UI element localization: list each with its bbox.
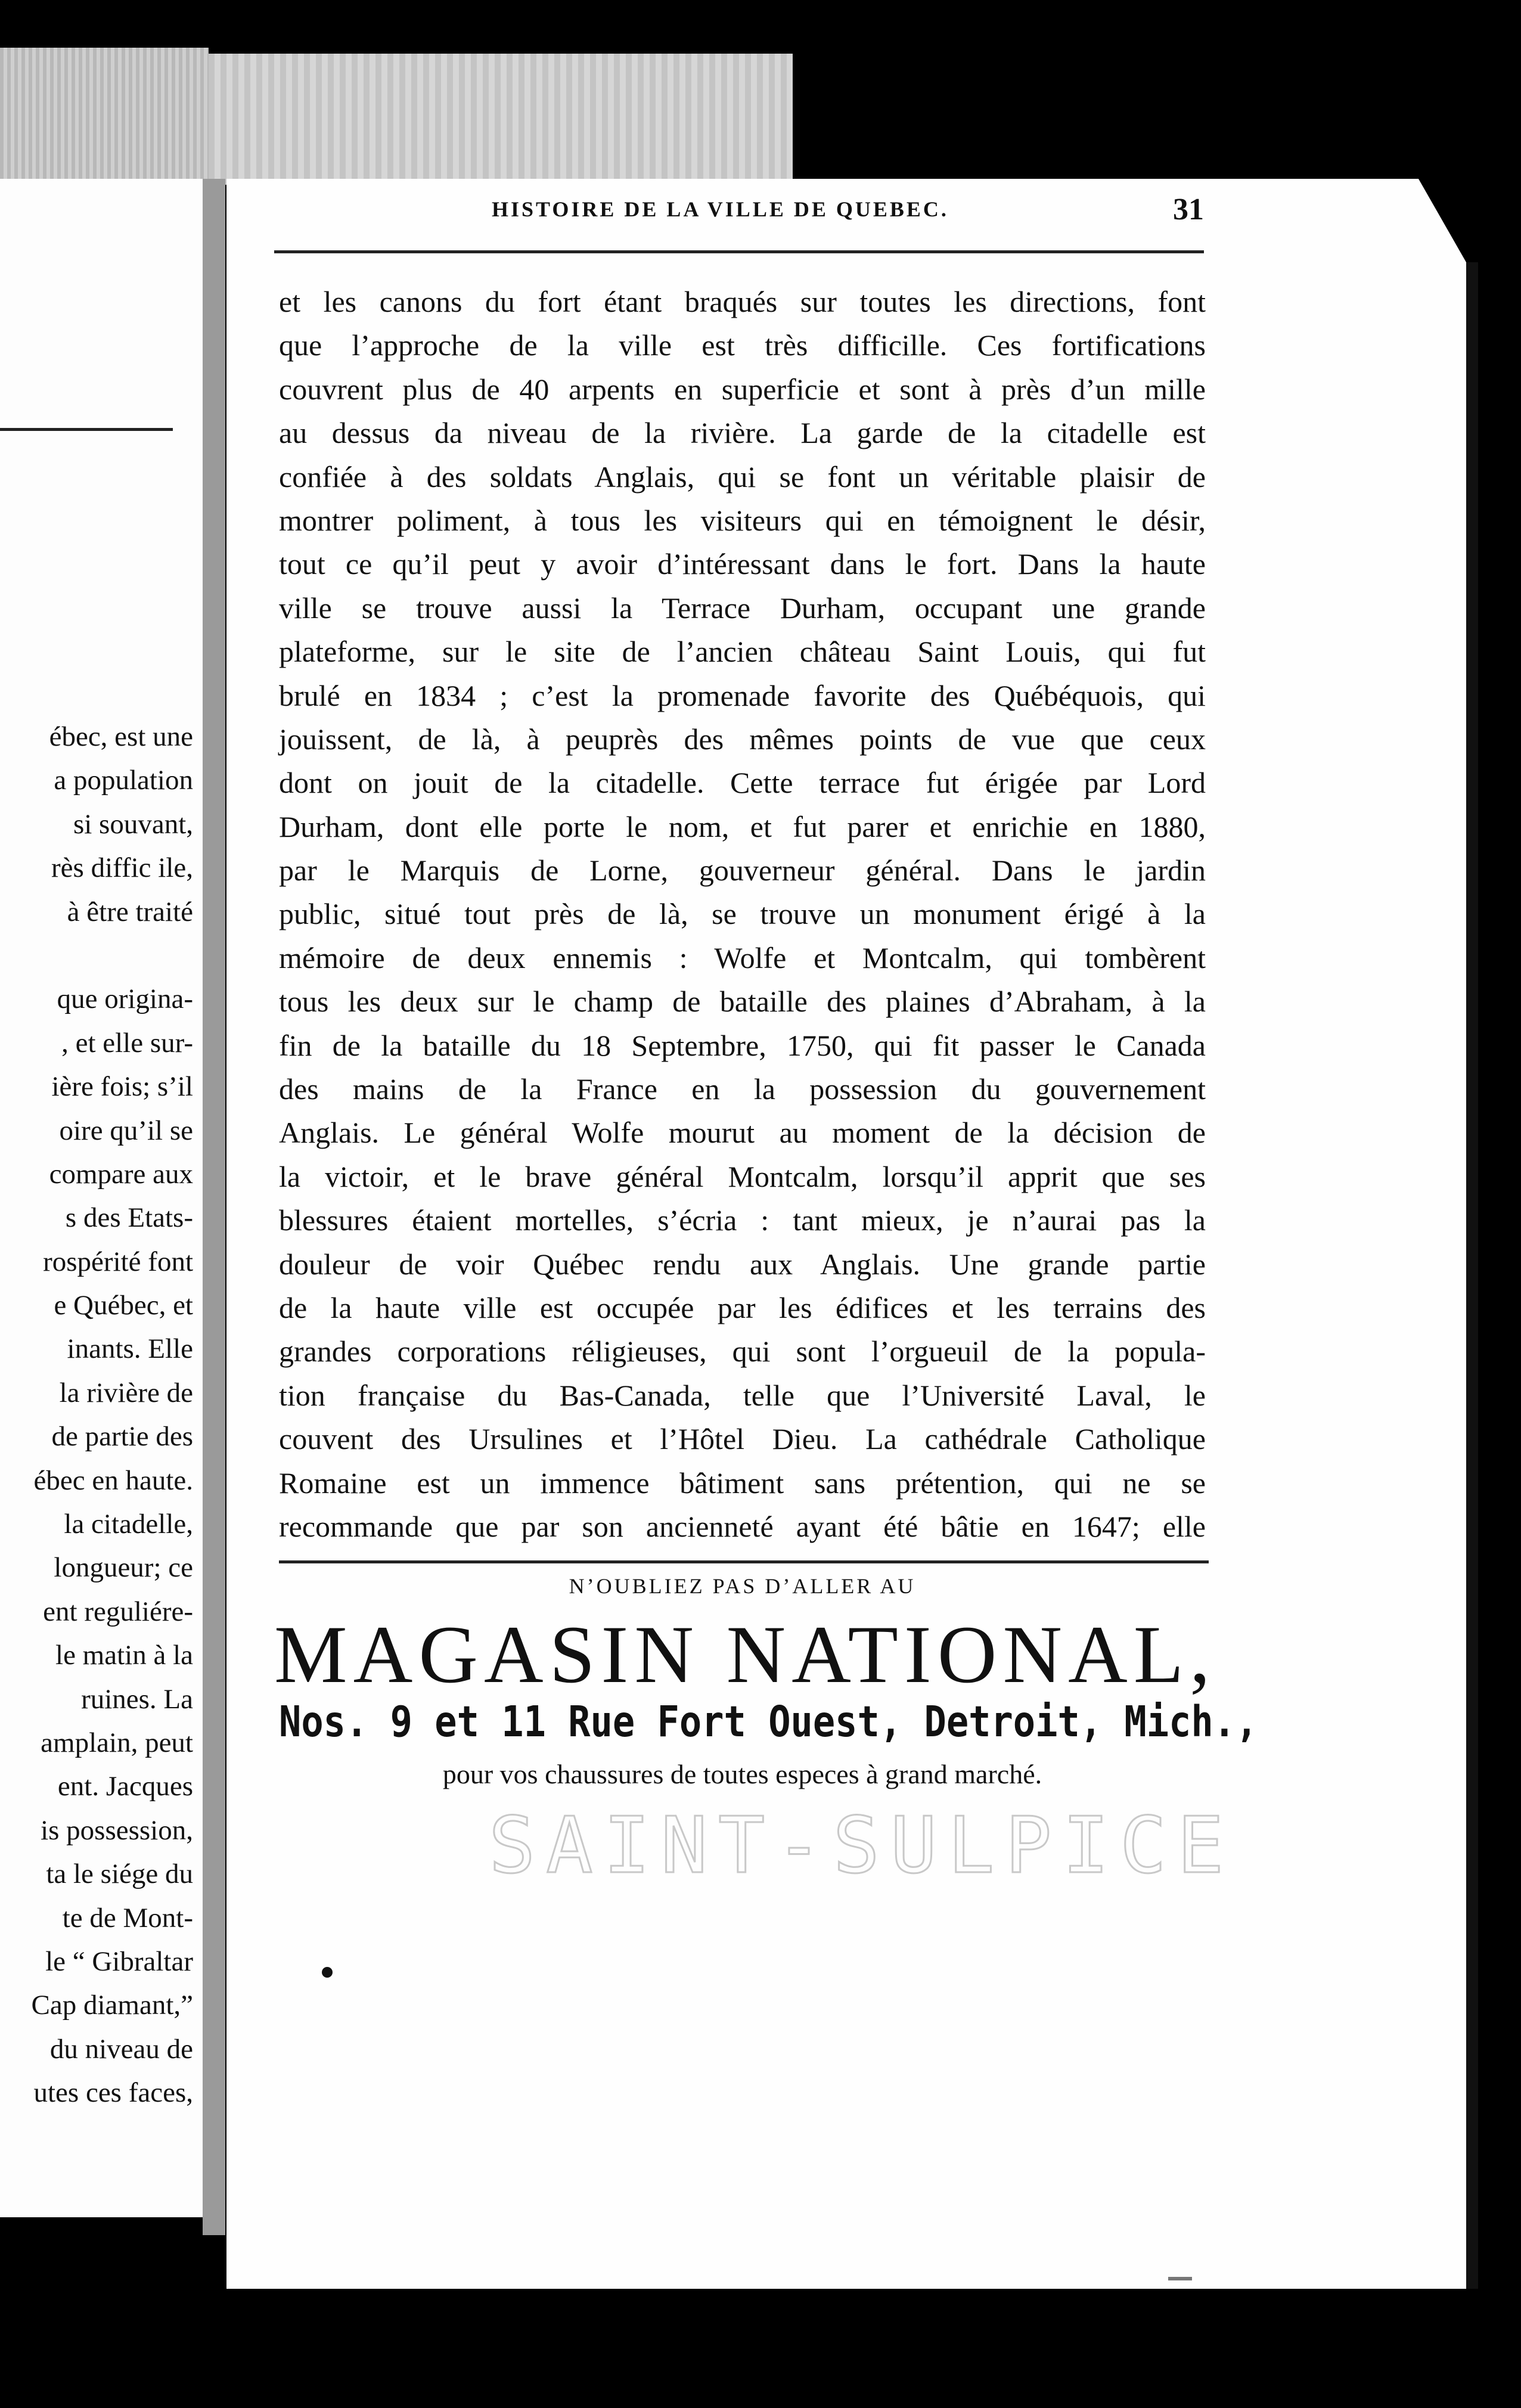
library-stamp: SAINT-SULPICE [489,1800,1235,1891]
previous-page-line-text: inants. Elle [67,1333,193,1365]
previous-page-line [0,1371,210,1415]
scan-speck [1168,2277,1192,2280]
page-header [274,193,1204,238]
previous-page-line [0,1940,210,1984]
previous-page-line [0,715,210,759]
previous-page-line-text: is possession, [41,1814,193,1846]
body-line: mémoire de deux ennemis : Wolfe et Montcalm, qui tombèrent [279,941,1206,975]
previous-page-line [0,1459,210,1503]
body-line: et les canons du fort étant braqués sur toutes les directions, font [279,285,1206,318]
previous-page-line-text: si souvant, [73,808,193,840]
previous-page-line-text: , et elle sur- [61,1027,193,1059]
previous-page-line-text: oire qu’il se [59,1115,193,1146]
previous-page-line [0,1809,210,1852]
page-number: 31 [1173,193,1204,226]
previous-page-line [0,1503,210,1546]
previous-page-line [0,803,210,846]
page-top-shadow [209,54,793,185]
previous-page-line-text: ébec en haute. [33,1464,193,1496]
body-line: grandes corporations réligieuses, qui sont l’orgueuil de la popula- [279,1335,1206,1369]
advertisement-tagline: N’OUBLIEZ PAS D’ALLER AU [569,1574,916,1598]
body-line: public, situé tout près de là, se trouve un monument érigé à la [279,897,1206,931]
previous-page-line [0,759,210,802]
previous-page-line [0,1240,210,1284]
page-fold [203,179,225,2235]
previous-page-line-text: utes ces faces, [33,2077,193,2109]
page-shadow [1466,262,1478,2289]
previous-page-line [0,1984,210,2027]
previous-page-line-text: s des Etats- [65,1202,193,1234]
previous-page-line [0,1590,210,1634]
previous-page-line [0,1109,210,1153]
body-line: ville se trouve aussi la Terrace Durham, occupant une grande [279,591,1206,625]
previous-page-line [0,1153,210,1196]
advertisement-rule [279,1560,1209,1563]
advertisement-store-name: MAGASIN NATIONAL, [274,1609,1216,1700]
previous-page-line-text: ta le siége du [46,1858,193,1890]
body-line: couvent des Ursulines et l’Hôtel Dieu. La cathédrale Catholique [279,1422,1206,1456]
previous-page-line-text: compare aux [49,1158,193,1190]
body-line: Durham, dont elle porte le nom, et fut parer et enrichie en 1880, [279,809,1206,843]
body-line: au dessus da niveau de la rivière. La garde de la citadelle est [279,416,1206,450]
previous-page-line-text: amplain, peut [41,1727,193,1758]
previous-page [0,179,210,2217]
body-line: fin de la bataille du 18 Septembre, 1750, qui fit passer le Canada [279,1028,1206,1062]
previous-page-line [0,1721,210,1765]
previous-page-line [0,1022,210,1065]
previous-page-line-text: ière fois; s’il [51,1071,193,1103]
body-line: brulé en 1834 ; c’est la promenade favorite des Québéquois, qui [279,678,1206,712]
header-rule [274,250,1204,253]
body-line: recommande que par son ancienneté ayant été bâtie en 1647; elle [279,1509,1206,1543]
body-line: tout ce qu’il peut y avoir d’intéressant dans le fort. Dans la haute [279,547,1206,581]
previous-page-line [0,2071,210,2115]
body-line: des mains de la France en la possession du gouvernement [279,1072,1206,1106]
body-line: Anglais. Le général Wolfe mourut au moment de la décision de [279,1116,1206,1150]
previous-page-line [0,846,210,890]
previous-page-line-text: la citadelle, [64,1509,193,1540]
body-line: douleur de voir Québec rendu aux Anglais. Une grande partie [279,1247,1206,1281]
previous-page-line-text: que origina- [57,983,193,1015]
previous-page-line-text: ébec, est une [49,721,193,752]
body-line: blessures étaient mortelles, s’écria : tant mieux, je n’aurai pas la [279,1203,1206,1237]
body-line: jouissent, de là, à peuprès des mêmes points de vue que ceux [279,722,1206,756]
previous-page-line-text: te de Mont- [62,1902,193,1934]
body-line: tion française du Bas-Canada, telle que l’Université Laval, le [279,1378,1206,1412]
previous-page-line [0,934,210,978]
body-text [279,280,1206,1549]
previous-page-line-text: du niveau de [49,2033,193,2065]
body-line: la victoir, et le brave général Montcalm, lorsqu’il apprit que ses [279,1159,1206,1193]
body-line: par le Marquis de Lorne, gouverneur général. Dans le jardin [279,854,1206,888]
previous-page-line-text: a population [54,765,193,796]
previous-page-line-text: rospérité font [43,1246,193,1277]
body-line: de la haute ville est occupée par les édifices et les terrains des [279,1290,1206,1324]
previous-page-line [0,1852,210,1896]
body-line: dont on jouit de la citadelle. Cette terrace fut érigée par Lord [279,766,1206,800]
previous-page-rule [0,428,173,431]
previous-page-line [0,1196,210,1240]
previous-page-line-text: e Québec, et [54,1290,193,1321]
previous-page-line [0,890,210,934]
previous-page-line [0,1065,210,1109]
previous-page-line [0,1546,210,1590]
previous-page-line-text: le “ Gibraltar [45,1945,193,1977]
previous-page-line [0,1415,210,1459]
previous-page-line-text: à être traité [67,896,193,927]
previous-page-line-text: longueur; ce [54,1552,193,1584]
running-head: HISTOIRE DE LA VILLE DE QUEBEC. [492,197,949,221]
previous-page-line [0,1634,210,1677]
previous-page-line [0,1284,210,1327]
previous-page-line-text: la rivière de [59,1377,193,1408]
body-line: plateforme, sur le site de l’ancien château Saint Louis, qui fut [279,635,1206,669]
previous-page-line [0,1897,210,1940]
previous-page-line [0,978,210,1021]
previous-page-line [0,1327,210,1371]
body-line: montrer poliment, à tous les visiteurs qui en témoignent le désir, [279,503,1206,537]
previous-page-line [0,2028,210,2071]
previous-page-line-text: rès diffic ile, [51,852,193,884]
body-line: tous les deux sur le champ de bataille des plaines d’Abraham, à la [279,985,1206,1019]
advertisement-address: Nos. 9 et 11 Rue Fort Ouest, Detroit, Mich., [279,1696,1258,1747]
body-line: que l’approche de la ville est très difficille. Ces fortifications [279,328,1206,362]
previous-page-line-text: de partie des [51,1421,193,1453]
book-binding [0,48,209,185]
previous-page-line-text: le matin à la [55,1640,193,1671]
previous-page-text [0,715,210,2115]
previous-page-line [0,1678,210,1721]
body-line: Romaine est un immence bâtiment sans prétention, qui ne se [279,1466,1206,1500]
previous-page-line-text: Cap diamant,” [31,1990,193,2021]
advertisement-subline: pour vos chaussures de toutes especes à grand marché. [442,1759,1042,1789]
previous-page-line [0,1765,210,1808]
previous-page-line-text: ent. Jacques [57,1771,193,1802]
body-line: confiée à des soldats Anglais, qui se font un véritable plaisir de [279,460,1206,494]
previous-page-line-text: ruines. La [81,1683,193,1715]
previous-page-line-text: ent reguliére- [43,1596,193,1627]
bullet-mark [322,1967,333,1978]
body-line: couvrent plus de 40 arpents en superficie et sont à près d’un mille [279,372,1206,406]
